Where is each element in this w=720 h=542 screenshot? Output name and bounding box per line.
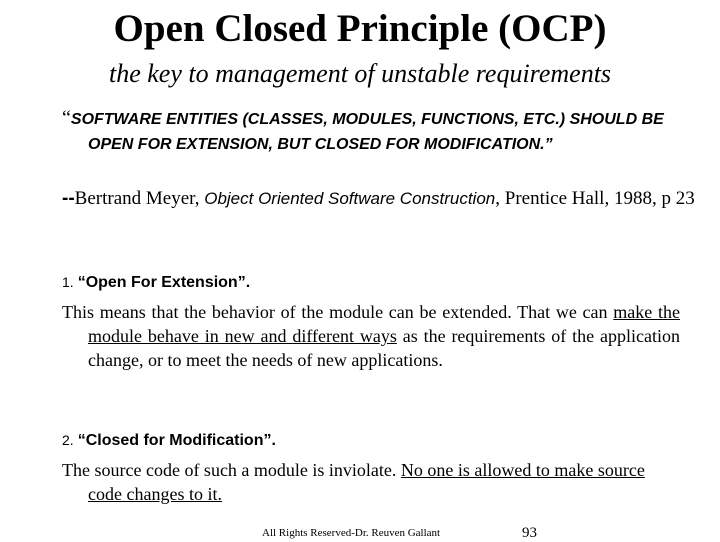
attribution-author: Bertrand Meyer,: [74, 188, 205, 209]
section2-text-a: The source code of such a module is inviolate.: [62, 460, 401, 480]
quote-text: SOFTWARE ENTITIES (CLASSES, MODULES, FUNCTIONS, ETC.) SHOULD BE OPEN FOR EXTENSION, BUT CLOSED FOR MODIFICATION.”: [70, 111, 664, 153]
attribution-dash: --: [62, 188, 75, 209]
section2-paragraph: [62, 458, 680, 506]
section2-heading-text: “Closed for Modification”.: [77, 432, 276, 449]
section1-text-b: as the requirements of the application change, or to meet the needs of new applications.: [88, 326, 680, 370]
section2-underlined-text: No one is allowed to make source code changes to it.: [88, 460, 645, 504]
quote-open-mark: “: [62, 107, 71, 129]
ocp-quote: [62, 106, 708, 157]
attribution-publisher: , Prentice Hall, 1988, p 23: [495, 188, 695, 209]
page-number: 93: [522, 525, 537, 541]
attribution-book-title: Object Oriented Software Construction: [204, 189, 496, 208]
section2-heading: [62, 428, 276, 453]
slide-title: Open Closed Principle (OCP): [113, 7, 607, 50]
section2-number: 2.: [62, 432, 74, 448]
section1-heading-text: “Open For Extension”.: [77, 274, 251, 291]
section1-underlined-text: make the module behave in new and different ways: [88, 302, 680, 346]
slide-subtitle: the key to management of unstable requirements: [108, 59, 612, 88]
section1-paragraph: [62, 300, 680, 372]
section1-number: 1.: [62, 274, 74, 290]
section1-text-a: This means that the behavior of the module can be extended. That we can: [62, 302, 614, 322]
footer-copyright: All Rights Reserved-Dr. Reuven Gallant: [262, 527, 441, 539]
quote-attribution: [62, 186, 708, 212]
section1-heading: [62, 270, 250, 295]
